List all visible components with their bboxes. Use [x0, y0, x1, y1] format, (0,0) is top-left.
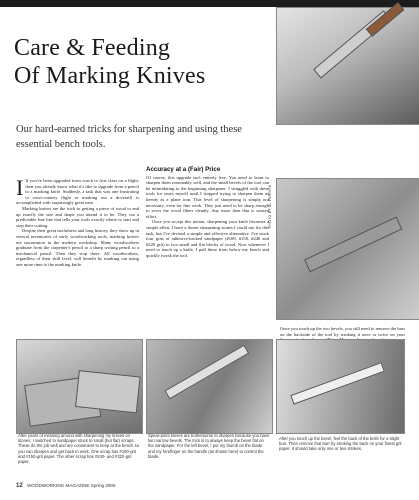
col3-paragraph-1: Once you touch up the two bevels, you still need to remove the burr on the backside of the tool by stroking it once or twice on your — [280, 326, 405, 337]
footer-text: WOODWORKING MAGAZINE Spring 2005 — [26, 483, 116, 488]
title-line-2: Of Marking Knives — [14, 63, 206, 89]
caption-2: Spear-point knives are bothersome to sharpen because you have two narrow bevels. The trick is to always keep the bevel flat on the sandpaper. For the left bevel, I put my thumb on the blade and my forefinger on the handle (as shown here) to control the blade. — [148, 433, 270, 459]
col2-paragraph-1: Of course, this upgrade isn't entirely free. You need to learn to sharpen them reasonably well, and the small bevels of the tool can be intimidating to the beginning sharpener. I struggled with these tools for years myself until I stopped trying to sharpen them as keenly as a plane iron. This level of sharpening is simply not necessary, even for fine work. They just need to be sharp enough to sever the wood fibers cleanly. Any more than that is wasted effort. — [146, 174, 269, 219]
col1-paragraph-2: Marking knives are the trick to getting a piece of wood to end up exactly the size and shape you intend it to be. They cut a predictable fine line that tells your tools exactly where to start and stop their cutting. — [16, 205, 139, 228]
photo-sandpaper-blocks — [16, 339, 143, 434]
col1-paragraph-1: I If you've been upgraded from coach to first class on a flight, then you already know what it's like to upgrade from a pencil to a marking knife. Suddenly, a task that was one frustrating (a cross-country flight or marking out a dovetail) is accomplished with surprisingly great ease. — [16, 175, 139, 206]
photo-knife-on-wood — [276, 7, 419, 125]
col2-paragraph-2: Once you accept this notion, sharpening your knife becomes a simple affair. I have a dozen sharpening stones I could use for this task, but I've devised a simple and effective alternative. I've stuck four grits of adhesive-backed sandpaper (#100, #150, #240 and #320 grit) to two small and flat blocks of wood. Now whenever I need to touch up a knife, I pull these from below my bench and quickly tweak the tool. — [146, 219, 269, 258]
body-column-2 — [146, 167, 269, 259]
page-footer — [16, 483, 116, 489]
section-heading: Accuracy at a (Fair) Price — [146, 166, 221, 173]
page-number: 12 — [16, 483, 23, 489]
photo-spear-point-sharpening — [146, 339, 273, 434]
col1-paragraph-3: Despite their great usefulness and long history, they show up in several inventories of early woodworking tools, marking knives are uncommon in the modern workshop. Many woodworkers graduate from the carpenter's pencil to a sharp writing pencil to a mechanical pencil. Then they stop there. All woodworkers, regardless of their skill level, will benefit by marking out using one more time to the marking knife. — [16, 228, 139, 267]
drop-cap: I — [16, 175, 24, 200]
caption-1: After years of messing around with sharpening my knives on stones, I switched to sandpaper stuck to small (but flat) scraps. These do the job well and are convenient to keep at the bench so you can sharpen and get back to work. One scrap has #100-grit and #150-grit paper. The other scrap has #240- and #320-grit paper. — [18, 433, 140, 465]
top-rule — [0, 0, 419, 7]
caption-3: After you touch up the bevel, feel the back of the knife for a slight burr. Then remove that burr by stroking the back on your finest grit paper. It should take only one or two strokes. — [279, 436, 402, 452]
photo-credit: PHOTO BY AL PARRISH — [268, 184, 272, 228]
body-column-1 — [16, 175, 139, 268]
article-title — [14, 34, 254, 90]
photo-removing-burr — [276, 339, 405, 434]
photo-knife-on-sandpaper — [276, 178, 419, 320]
article-subtitle: Our hard-earned tricks for sharpening and using these essential bench tools. — [16, 124, 242, 150]
title-line-1: Care & Feeding — [14, 35, 171, 61]
